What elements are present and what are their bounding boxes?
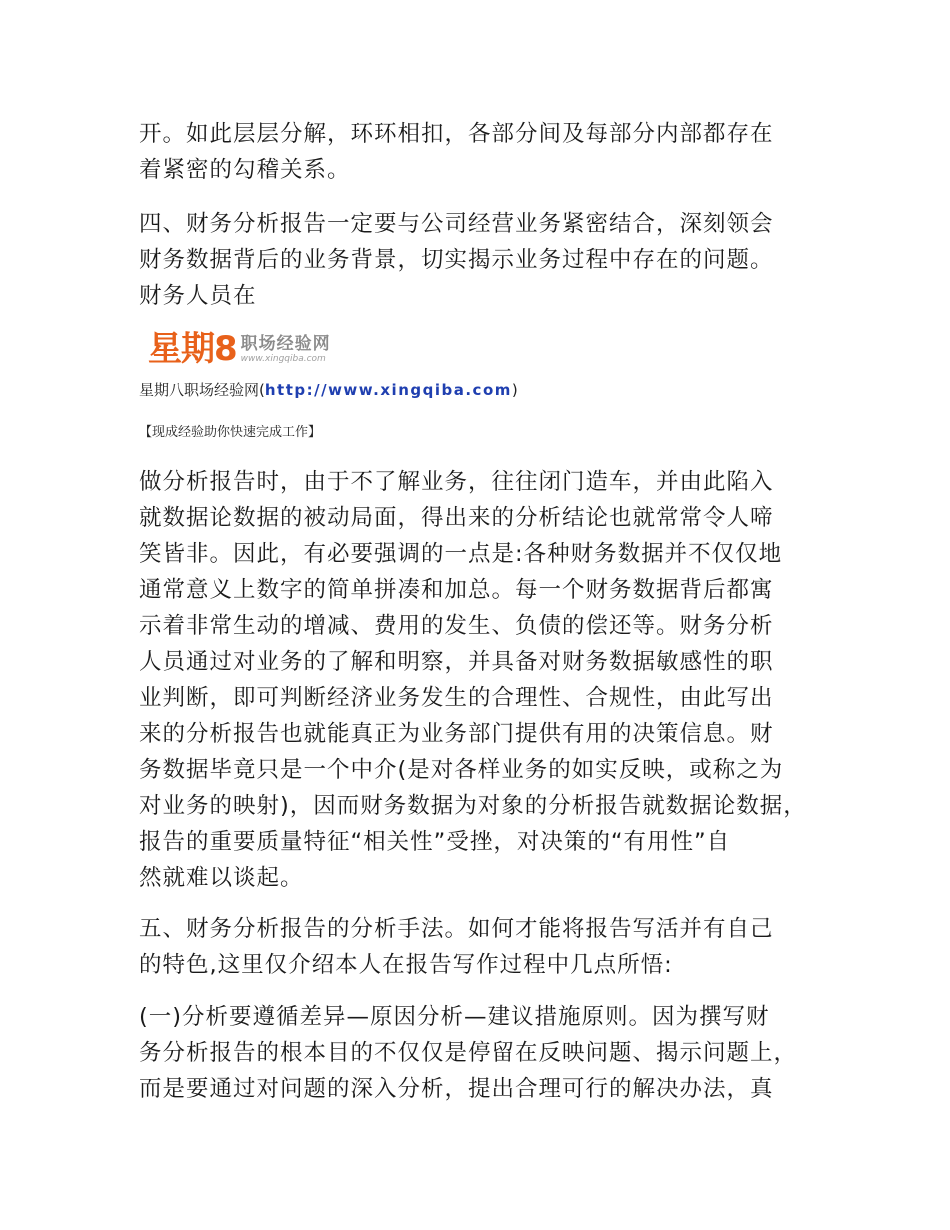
text-line: 示着非常生动的增减、费用的发生、负债的偿还等。财务分析	[139, 613, 774, 639]
text-line: 四、财务分析报告一定要与公司经营业务紧密结合，深刻领会	[139, 211, 774, 237]
text-line: 业判断，即可判断经济业务发生的合理性、合规性，由此写出	[139, 685, 774, 711]
source-attribution	[139, 378, 518, 402]
logo-url: www.xingqiba.com	[240, 353, 326, 364]
text-line: 通常意义上数字的简单拼凑和加总。每一个财务数据背后都寓	[139, 577, 774, 603]
text-line: 报告的重要质量特征“相关性”受挫，对决策的“有用性”自	[139, 829, 731, 855]
text-line: 人员通过对业务的了解和明察，并具备对财务数据敏感性的职	[139, 649, 774, 675]
paragraph-subsection-one	[139, 999, 839, 1107]
text-line: 开。如此层层分解，环环相扣，各部分间及每部分内部都存在	[139, 121, 774, 147]
source-link[interactable]: http://www.xingqiba.com	[264, 381, 512, 399]
text-line: 而是要通过对问题的深入分析，提出合理可行的解决办法，真	[139, 1076, 774, 1102]
text-line: (一)分析要遵循差异—原因分析—建议措施原则。因为撰写财	[139, 1004, 770, 1030]
text-line: 五、财务分析报告的分析手法。如何才能将报告写活并有自己	[139, 916, 774, 942]
logo-subtitle: 职场经验网	[240, 333, 331, 354]
paragraph-continuation	[139, 116, 839, 188]
text-line: 的特色,这里仅介绍本人在报告写作过程中几点所悟:	[139, 952, 673, 978]
text-line: 做分析报告时，由于不了解业务，往往闭门造车，并由此陷入	[139, 469, 774, 495]
paragraph-analysis	[139, 464, 839, 896]
text-line: 财务数据背后的业务背景，切实揭示业务过程中存在的问题。	[139, 247, 774, 273]
text-line: 就数据论数据的被动局面，得出来的分析结论也就常常令人啼	[139, 505, 774, 531]
text-line: 务数据毕竟只是一个中介(是对各样业务的如实反映，或称之为	[139, 757, 784, 783]
text-line: 务分析报告的根本目的不仅仅是停留在反映问题、揭示问题上，	[139, 1040, 798, 1066]
source-suffix: )	[511, 381, 518, 399]
site-tagline: 【现成经验助你快速完成工作】	[139, 425, 322, 440]
text-line: 然就难以谈起。	[139, 865, 304, 891]
text-line: 财务人员在	[139, 283, 257, 309]
text-line: 对业务的映射)，因而财务数据为对象的分析报告就数据论数据，	[139, 793, 807, 819]
text-line: 来的分析报告也就能真正为业务部门提供有用的决策信息。财	[139, 721, 774, 747]
logo-wordmark: 星期8	[148, 329, 237, 369]
logo-side	[241, 334, 331, 365]
text-line: 笑皆非。因此，有必要强调的一点是:各种财务数据并不仅仅地	[139, 541, 783, 567]
paragraph-section-four	[139, 206, 839, 314]
paragraph-section-five	[139, 911, 839, 983]
site-logo	[148, 326, 362, 372]
source-prefix: 星期八职场经验网(	[139, 381, 265, 399]
text-line: 着紧密的勾稽关系。	[139, 157, 351, 183]
